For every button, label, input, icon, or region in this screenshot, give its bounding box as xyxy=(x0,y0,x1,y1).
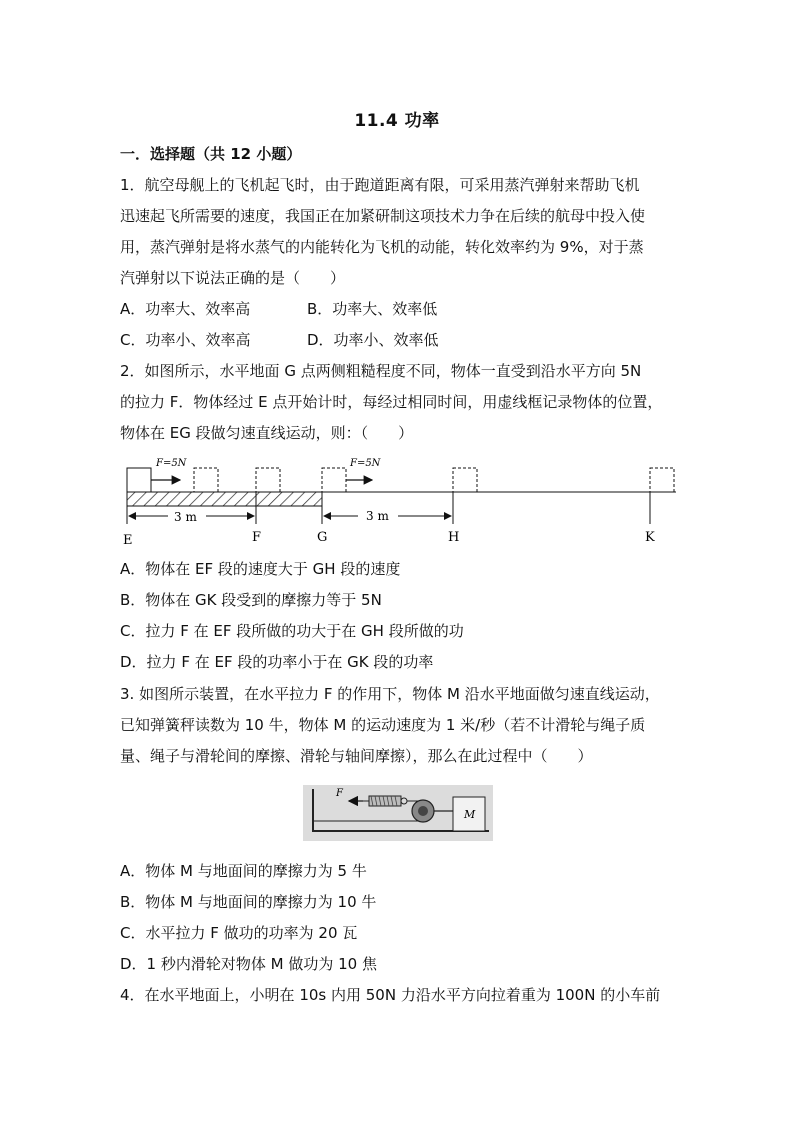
q1-option-a: A．功率大、效率高 xyxy=(120,300,251,318)
q1-options-row-2 xyxy=(120,330,439,350)
q3-line-1: 3. 如图所示装置，在水平拉力 F 的作用下，物体 M 沿水平地面做匀速直线运动， xyxy=(120,685,660,703)
point-label-f: F xyxy=(252,530,262,545)
point-label-g: G xyxy=(317,530,328,545)
pulley-axle xyxy=(418,806,428,816)
q1-option-c: C．功率小、效率高 xyxy=(120,331,251,349)
q2-line-3: 物体在 EG 段做匀速直线运动，则：（ ） xyxy=(120,424,414,442)
q2-figure xyxy=(118,452,683,552)
rough-surface xyxy=(127,492,322,506)
point-label-e: E xyxy=(123,533,133,548)
q4-line-1: 4．在水平地面上，小明在 10s 内用 50N 力沿水平方向拉着重为 100N 的小车前 xyxy=(120,986,661,1004)
dashed-position-2 xyxy=(256,468,280,492)
force-label-1: F=5N xyxy=(156,458,187,469)
q3-option-b: B．物体 M 与地面间的摩擦力为 10 牛 xyxy=(120,893,377,911)
object-block xyxy=(127,468,151,492)
q3-option-a: A．物体 M 与地面间的摩擦力为 5 牛 xyxy=(120,862,367,880)
q2-option-a: A．物体在 EF 段的速度大于 GH 段的速度 xyxy=(120,560,401,578)
q1-line-3: 用，蒸汽弹射是将水蒸气的内能转化为飞机的动能，转化效率约为 9%，对于蒸 xyxy=(120,238,644,256)
dim-label-ef: 3 m xyxy=(174,510,197,524)
q2-option-b: B．物体在 GK 段受到的摩擦力等于 5N xyxy=(120,591,382,609)
q3-figure xyxy=(303,785,493,841)
q3-line-3: 量、绳子与滑轮间的摩擦、滑轮与轴间摩擦），那么在此过程中（ ） xyxy=(120,747,593,765)
q3-line-2: 已知弹簧秤读数为 10 牛，物体 M 的运动速度为 1 米/秒（若不计滑轮与绳子质 xyxy=(120,716,646,734)
q1-line-4: 汽弹射以下说法正确的是（ ） xyxy=(120,269,346,287)
q2-line-1: 2．如图所示，水平地面 G 点两侧粗糙程度不同，物体一直受到沿水平方向 5N xyxy=(120,362,642,380)
point-label-h: H xyxy=(448,530,460,545)
block-label: M xyxy=(464,808,476,821)
force-label-q3: F xyxy=(336,788,343,799)
q1-line-1: 1．航空母舰上的飞机起飞时，由于跑道距离有限，可采用蒸汽弹射来帮助飞机 xyxy=(120,176,640,194)
page-title: 11.4 功率 xyxy=(354,111,440,131)
q1-option-b: B．功率大、效率低 xyxy=(307,300,438,318)
q2-line-2: 的拉力 F．物体经过 E 点开始计时，每经过相同时间，用虚线框记录物体的位置， xyxy=(120,393,663,411)
q3-option-c: C．水平拉力 F 做功的功率为 20 瓦 xyxy=(120,924,358,942)
dashed-position-5 xyxy=(650,468,674,492)
dashed-position-4 xyxy=(453,468,477,492)
q2-option-c: C．拉力 F 在 EF 段所做的功大于在 GH 段所做的功 xyxy=(120,622,464,640)
dim-label-gh: 3 m xyxy=(366,509,389,523)
q1-options-row-1 xyxy=(120,299,438,319)
section-heading: 一．选择题（共 12 小题） xyxy=(120,145,302,163)
q1-line-2: 迅速起飞所需要的速度，我国正在加紧研制这项技术力争在后续的航母中投入使 xyxy=(120,207,646,225)
dashed-position-3 xyxy=(322,468,346,492)
point-label-k: K xyxy=(645,530,655,545)
force-label-2: F=5N xyxy=(350,458,381,469)
q3-option-d: D．1 秒内滑轮对物体 M 做功为 10 焦 xyxy=(120,955,377,973)
q2-option-d: D．拉力 F 在 EF 段的功率小于在 GK 段的功率 xyxy=(120,653,434,671)
q1-option-d: D．功率小、效率低 xyxy=(307,331,439,349)
dashed-position-1 xyxy=(194,468,218,492)
